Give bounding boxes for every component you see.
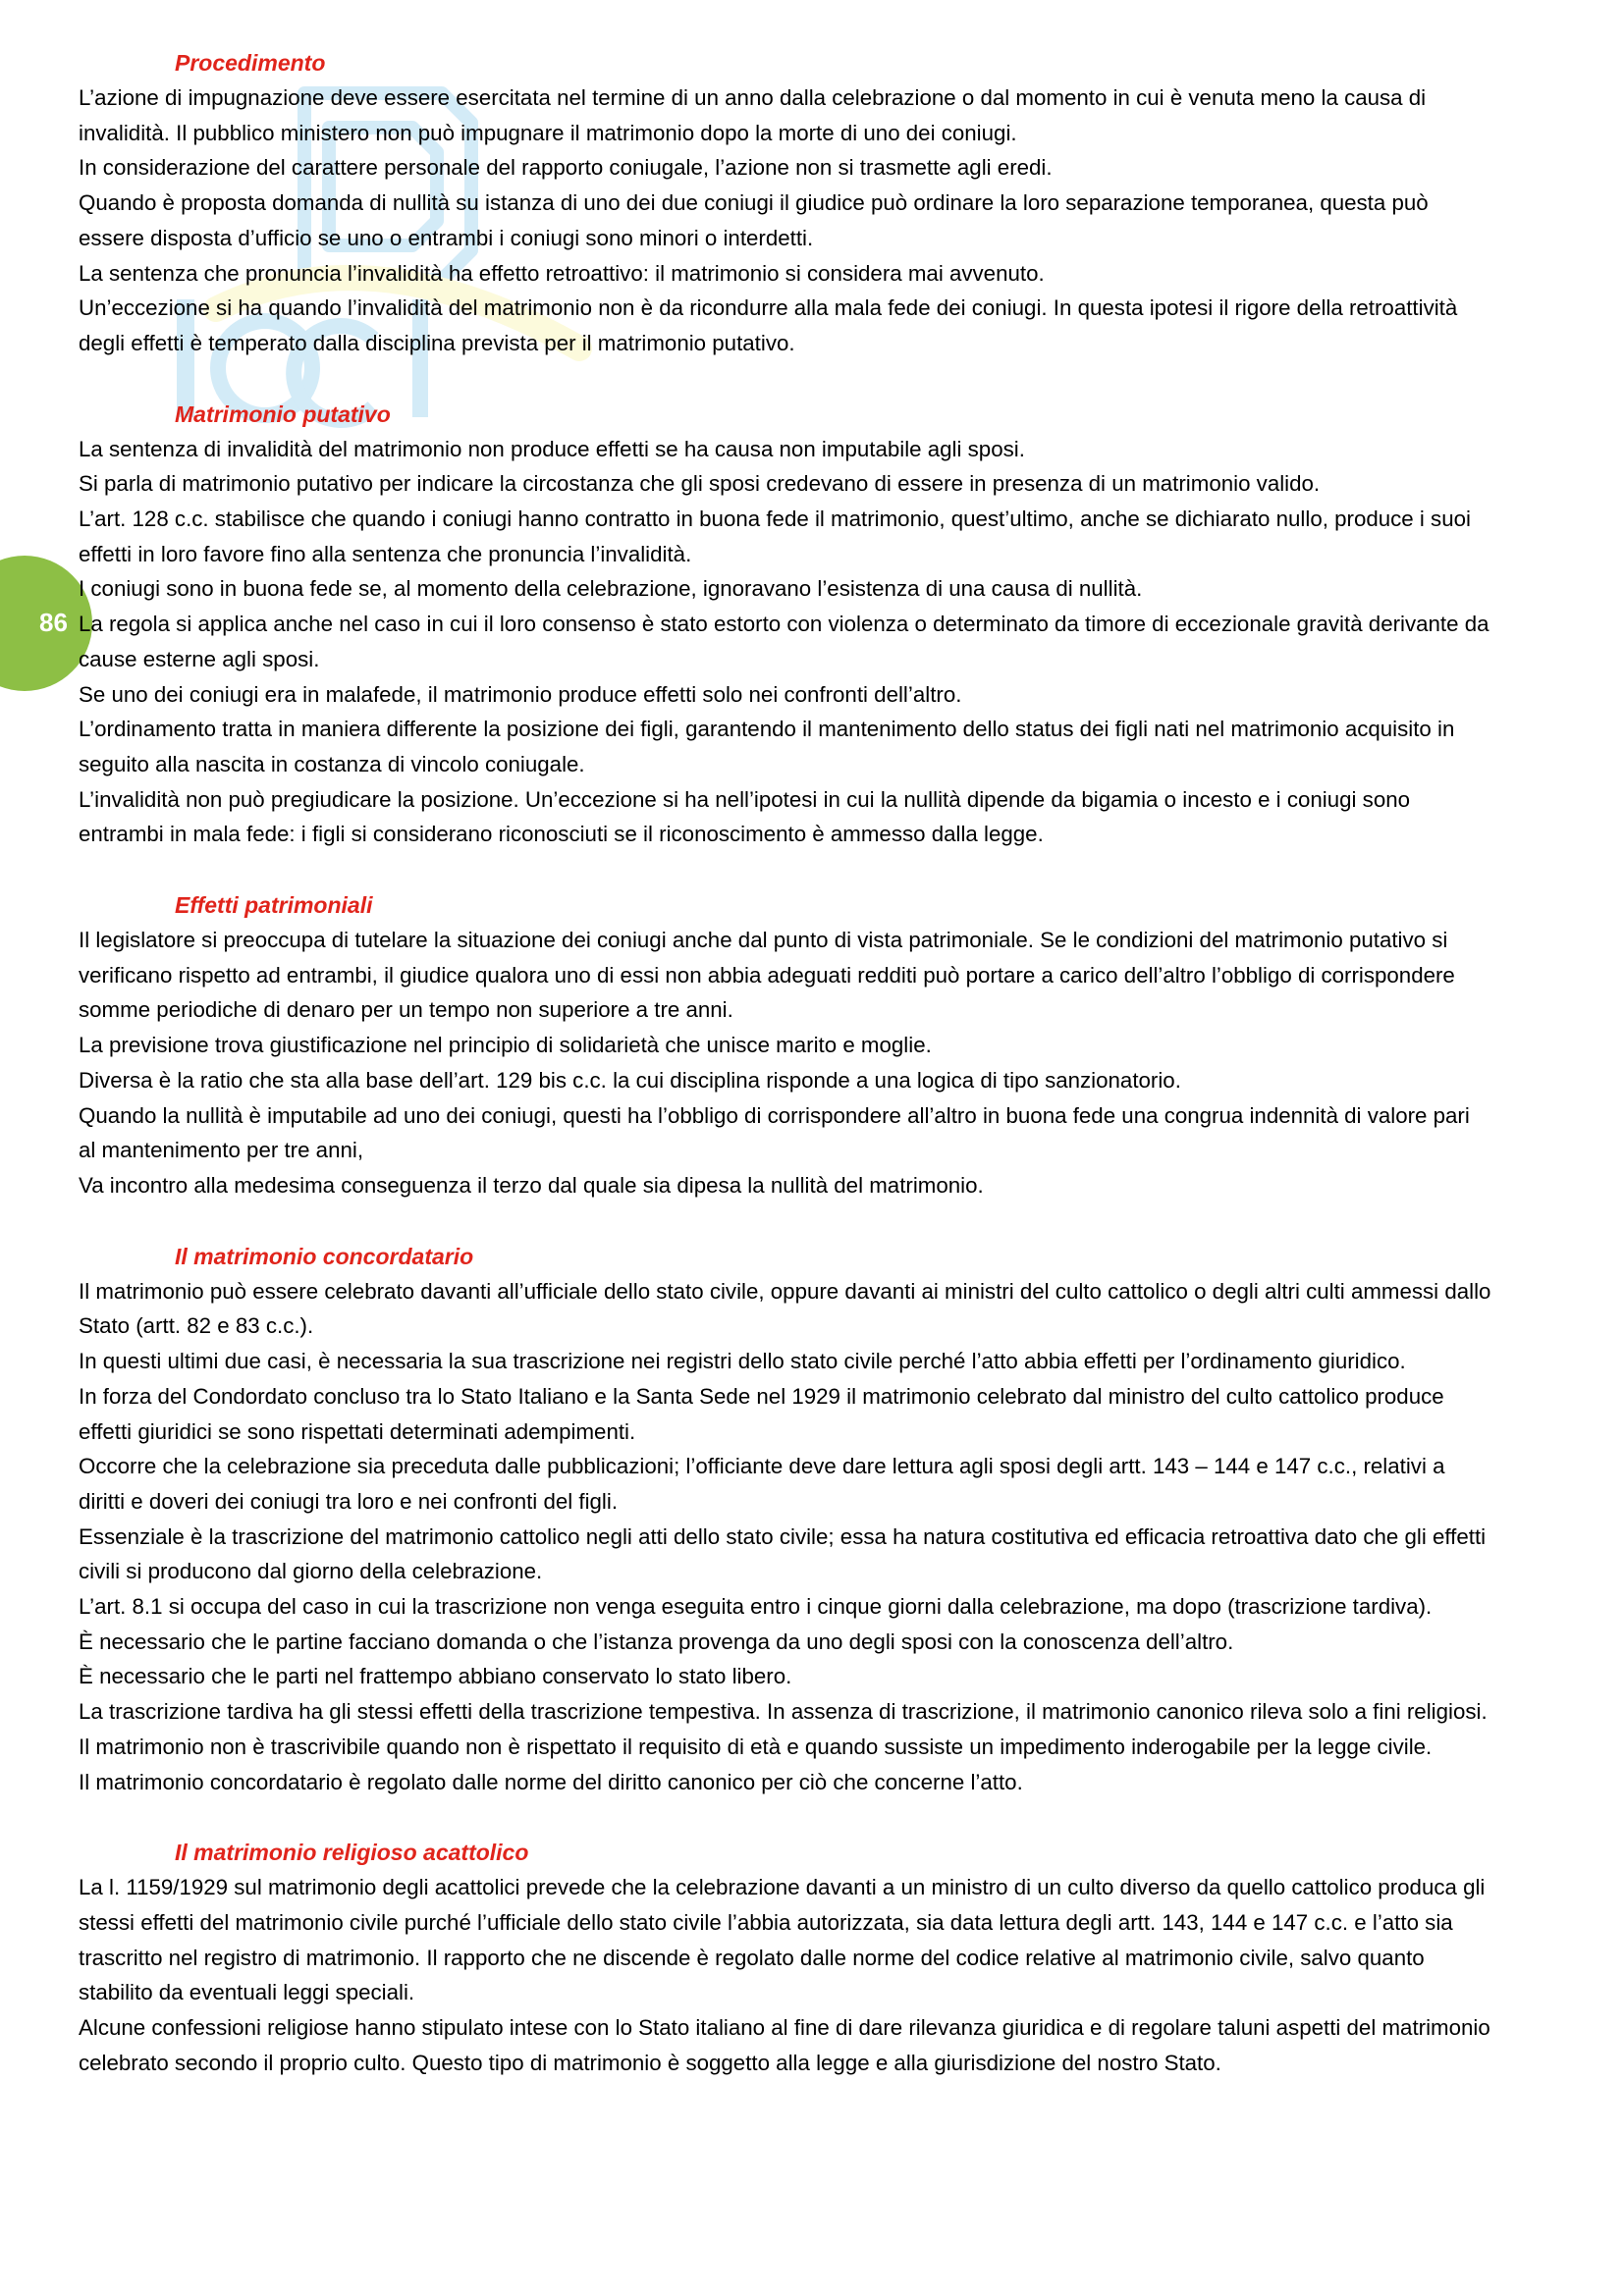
paragraph: Alcune confessioni religiose hanno stipulato intese con lo Stato italiano al fine di dare rilevanza giuridica e di regolare taluni aspetti del matrimonio celebrato secondo il proprio culto. Questo tipo di matrimonio è soggetto alla legge e alla giurisdizione del nostro Stato. [79, 2015, 1490, 2075]
section-heading: Il matrimonio concordatario [175, 1243, 474, 1269]
section-matrimonio-putativo [79, 397, 1492, 852]
paragraph: L’azione di impugnazione deve essere esercitata nel termine di un anno dalla celebrazione o dal momento in cui è venuta meno la causa di invalidità. Il pubblico ministero non può impugnare il matrimonio dopo la morte di uno dei coniugi. [79, 85, 1427, 145]
section-matrimonio-concordatario [79, 1239, 1492, 1800]
section-heading: Procedimento [175, 50, 326, 76]
paragraph: Va incontro alla medesima conseguenza il terzo dal quale sia dipesa la nullità del matrimonio. [79, 1172, 984, 1198]
section-matrimonio-religioso-acattolico [79, 1835, 1492, 2080]
paragraph: In considerazione del carattere personale del rapporto coniugale, l’azione non si trasmette agli eredi. [79, 155, 1053, 181]
paragraph: Il legislatore si preoccupa di tutelare la situazione dei coniugi anche dal punto di vista patrimoniale. Se le condizioni del matrimonio putativo si verificano rispetto ad entrambi, il giudice qualora uno di essi non abbia adeguati redditi può portare a carico dell’altro l’obbligo di corrispondere somme periodiche di denaro per un tempo non superiore a tre anni. [79, 928, 1455, 1023]
paragraph: L’art. 128 c.c. stabilisce che quando i coniugi hanno contratto in buona fede il matrimonio, quest’ultimo, anche se dichiarato nullo, produce i suoi effetti in loro favore fino alla sentenza che pronuncia l’invalidità. [79, 507, 1471, 566]
section-heading: Il matrimonio religioso acattolico [175, 1840, 529, 1866]
paragraph: Essenziale è la trascrizione del matrimonio cattolico negli atti dello stato civile; essa ha natura costitutiva ed efficacia retroattiva dato che gli effetti civili si producono dal giorno della celebrazione. [79, 1523, 1487, 1584]
section-effetti-patrimoniali [79, 887, 1492, 1203]
section-heading: Matrimonio putativo [175, 400, 391, 427]
paragraph: Il matrimonio concordatario è regolato dalle norme del diritto canonico per ciò che concerne l’atto. [79, 1769, 1023, 1794]
paragraph: La regola si applica anche nel caso in cui il loro consenso è stato estorto con violenza o determinato da timore di eccezionale gravità derivante da cause esterne agli sposi. [79, 612, 1489, 671]
section-procedimento [79, 45, 1492, 361]
paragraph: Occorre che la celebrazione sia preceduta dalle pubblicazioni; l’officiante deve dare lettura agli sposi degli artt. 143 – 144 e 147 c.c., relativi a diritti e doveri dei coniugi tra loro e nei confronti del figli. [79, 1454, 1445, 1514]
paragraph: In questi ultimi due casi, è necessaria la sua trascrizione nei registri dello stato civile perché l’atto abbia effetti per l’ordinamento giuridico. [79, 1349, 1406, 1374]
paragraph: La previsione trova giustificazione nel principio di solidarietà che unisce marito e moglie. [79, 1033, 932, 1058]
paragraph: L’invalidità non può pregiudicare la posizione. Un’eccezione si ha nell’ipotesi in cui la nullità dipende da bigamia o incesto e i coniugi sono entrambi in mala fede: i figli si considerano riconosciuti se il riconoscimento è ammesso dalla legge. [79, 786, 1411, 847]
paragraph: L’art. 8.1 si occupa del caso in cui la trascrizione non venga eseguita entro i cinque giorni dalla celebrazione, ma dopo (trascrizione tardiva). [79, 1594, 1433, 1620]
paragraph: È necessario che le partine facciano domanda o che l’istanza provenga da uno degli sposi con la conoscenza dell’altro. [79, 1629, 1234, 1654]
paragraph: La sentenza di invalidità del matrimonio non produce effetti se ha causa non imputabile agli sposi. [79, 436, 1025, 461]
paragraph: In forza del Condordato concluso tra lo Stato Italiano e la Santa Sede nel 1929 il matrimonio celebrato dal ministro del culto cattolico produce effetti giuridici se sono rispettati determinati adempimenti. [79, 1383, 1444, 1444]
paragraph: Quando è proposta domanda di nullità su istanza di uno dei due coniugi il giudice può ordinare la loro separazione temporanea, questa può essere disposta d’ufficio se uno o entrambi i coniugi sono minori o interdetti. [79, 190, 1429, 250]
paragraph: Diversa è la ratio che sta alla base dell’art. 129 bis c.c. la cui disciplina risponde a una logica di tipo sanzionatorio. [79, 1067, 1181, 1093]
paragraph: Si parla di matrimonio putativo per indicare la circostanza che gli sposi credevano di essere in presenza di un matrimonio valido. [79, 471, 1321, 497]
paragraph: Quando la nullità è imputabile ad uno dei coniugi, questi ha l’obbligo di corrispondere all’altro in buona fede una congrua indennità di valore pari al mantenimento per tre anni, [79, 1102, 1470, 1163]
paragraph: La l. 1159/1929 sul matrimonio degli acattolici prevede che la celebrazione davanti a un ministro di un culto diverso da quello cattolico produca gli stessi effetti del matrimonio civile purché l’ufficiale dello stato civile l’abbia autorizzata, sia data lettura degli artt. 143, 144 e 147 c.c. e l’atto sia trascritto nel registro di matrimonio. Il rapporto che ne discende è regolato dalle norme del codice relative al matrimonio civile, salvo quanto stabilito da eventuali leggi speciali. [79, 1875, 1486, 2005]
paragraph: Se uno dei coniugi era in malafede, il matrimonio produce effetti solo nei confronti dell’altro. [79, 681, 962, 707]
paragraph: La sentenza che pronuncia l’invalidità ha effetto retroattivo: il matrimonio si considera mai avvenuto. [79, 260, 1045, 286]
paragraph: Un’eccezione si ha quando l’invalidità del matrimonio non è da ricondurre alla mala fede dei coniugi. In questa ipotesi il rigore della retroattività degli effetti è temperato dalla disciplina prevista per il matrimonio putativo. [79, 295, 1458, 355]
paragraph: È necessario che le parti nel frattempo abbiano conservato lo stato libero. [79, 1664, 792, 1689]
section-heading: Effetti patrimoniali [175, 892, 373, 919]
page-number: 86 [39, 608, 68, 637]
paragraph: L’ordinamento tratta in maniera differente la posizione dei figli, garantendo il mantenimento dello status dei figli nati nel matrimonio acquisito in seguito alla nascita in costanza di vincolo coniugale. [79, 717, 1455, 776]
paragraph: La trascrizione tardiva ha gli stessi effetti della trascrizione tempestiva. In assenza di trascrizione, il matrimonio canonico rileva solo a fini religiosi. Il matrimonio non è trascrivibile quando non è rispettato il requisito di età e quando sussiste un impedimento inderogabile per la legge civile. [79, 1699, 1488, 1759]
paragraph: I coniugi sono in buona fede se, al momento della celebrazione, ignoravano l’esistenza di una causa di nullità. [79, 576, 1143, 602]
document-body [79, 45, 1492, 2115]
paragraph: Il matrimonio può essere celebrato davanti all’ufficiale dello stato civile, oppure davanti ai ministri del culto cattolico o degli altri culti ammessi dallo Stato (artt. 82 e 83 c.c.). [79, 1278, 1491, 1339]
